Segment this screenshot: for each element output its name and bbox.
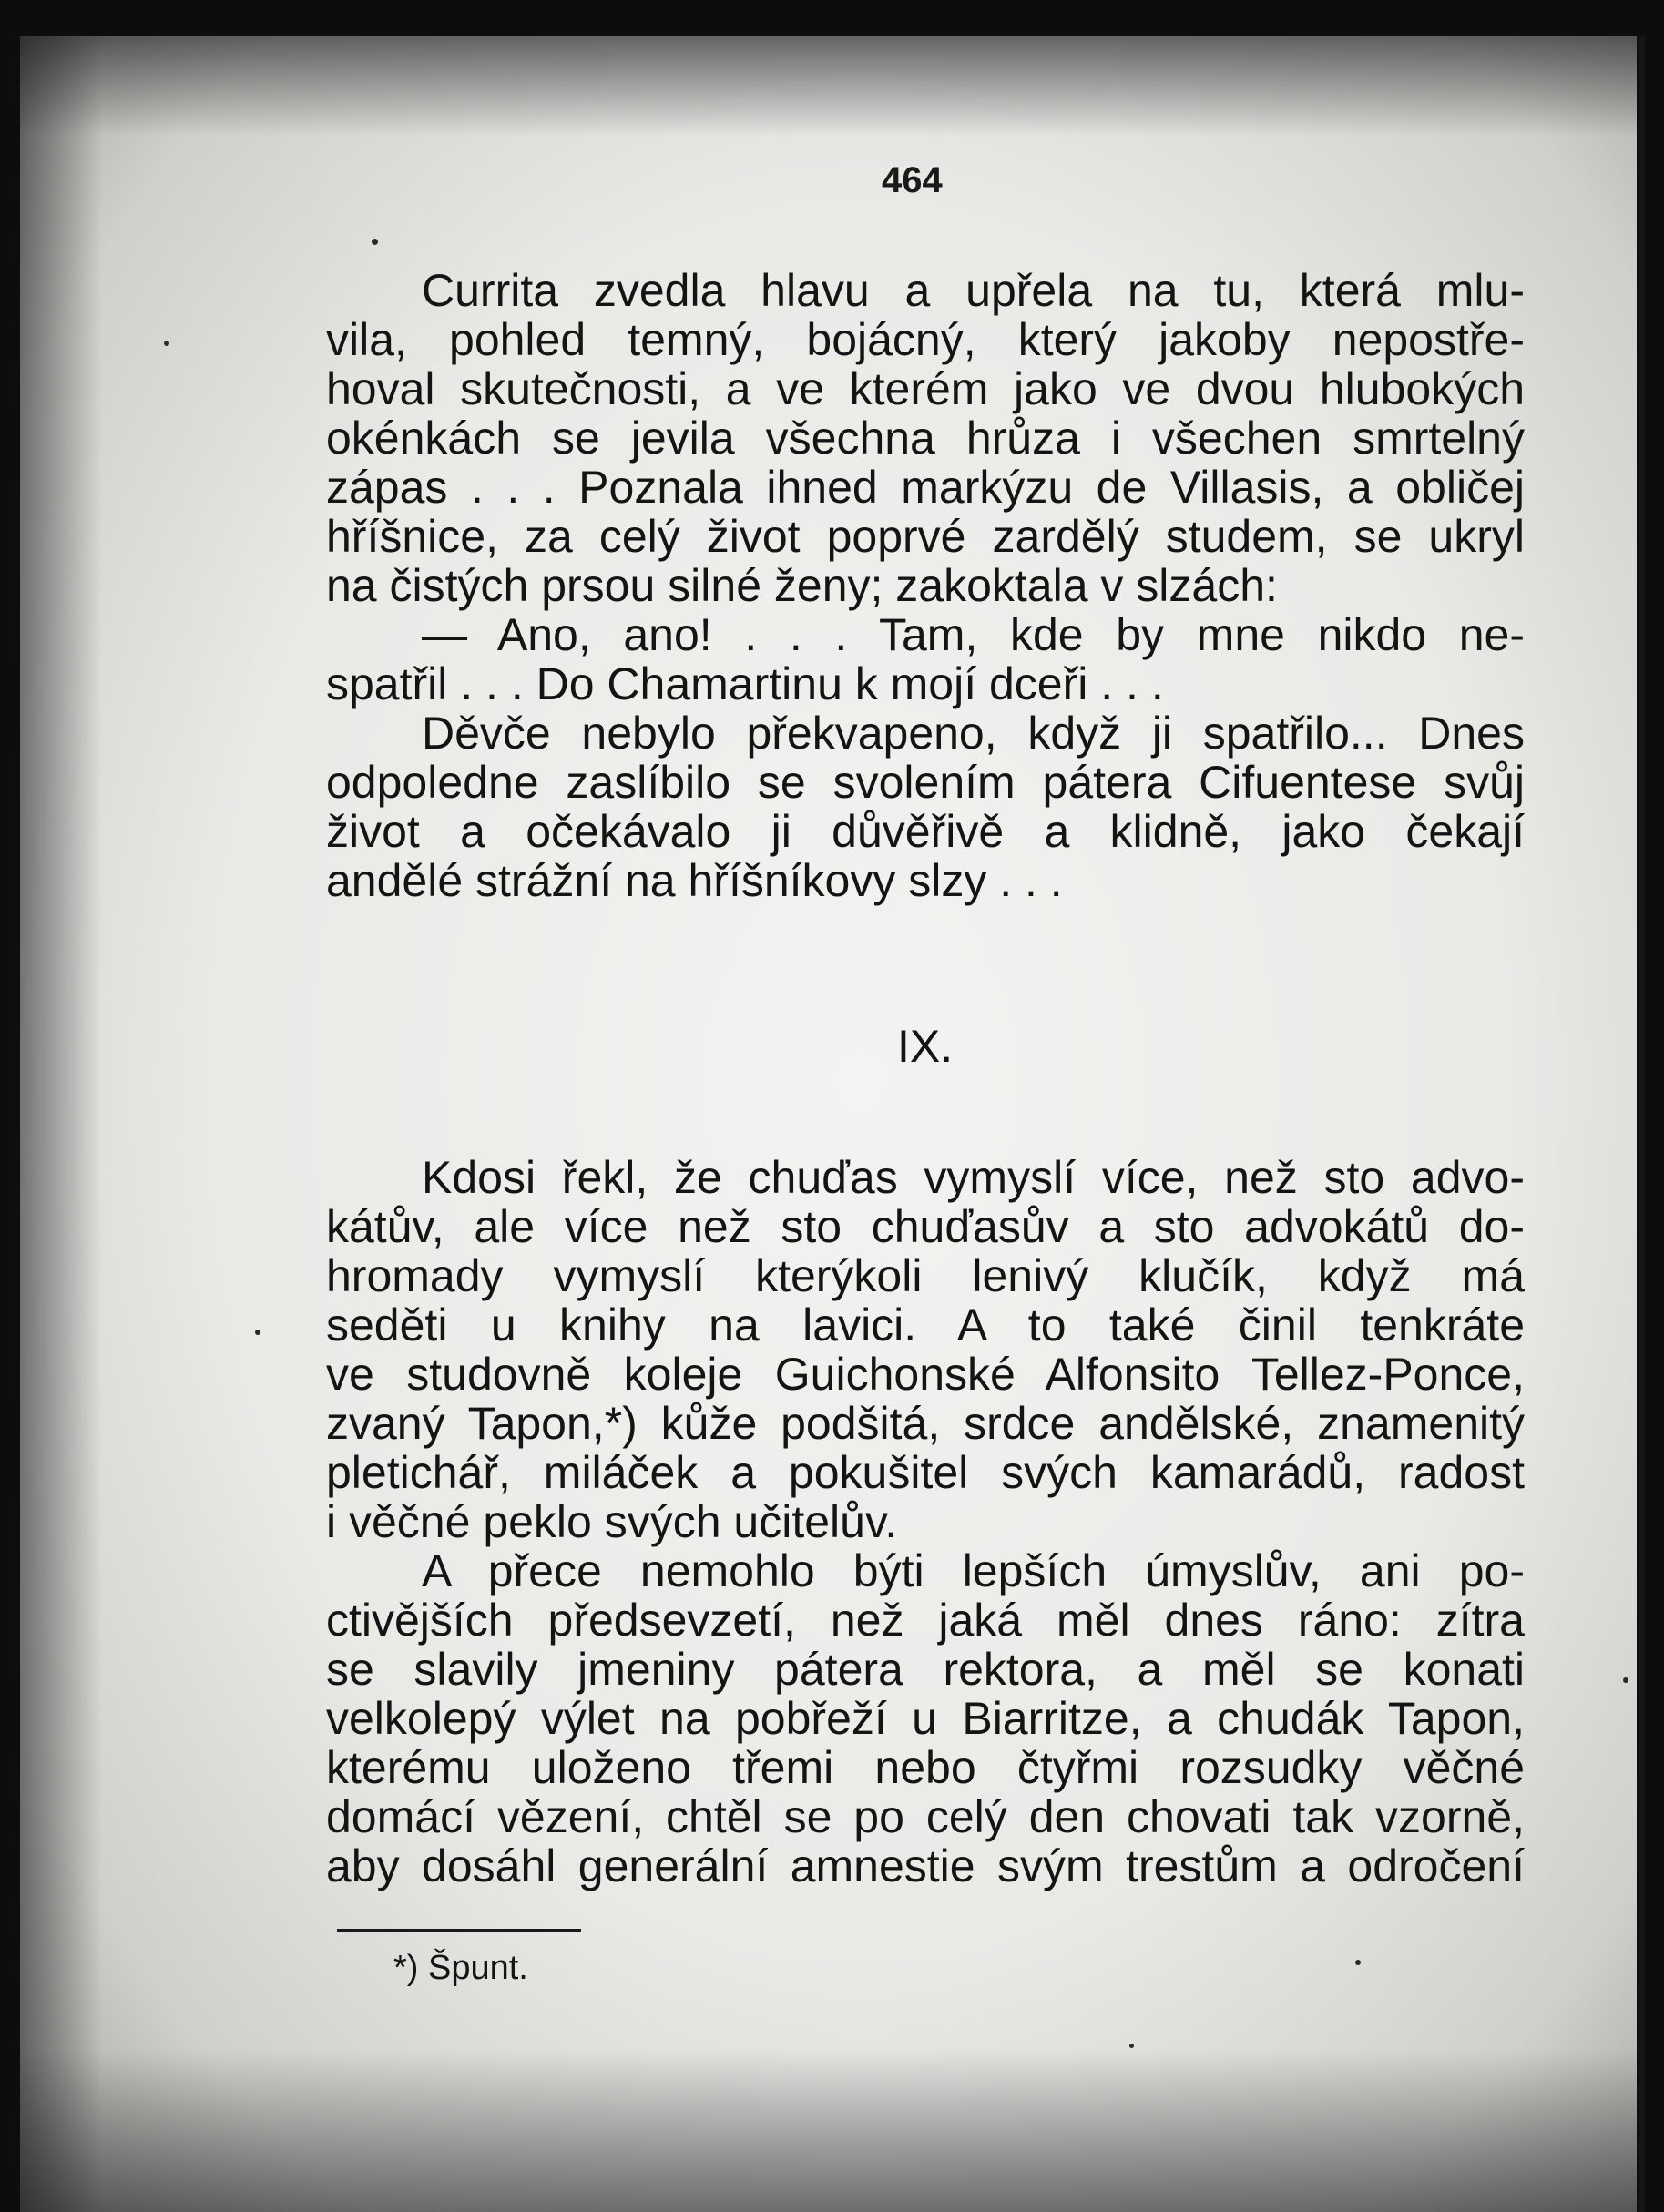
text-line: i věčné peklo svých učitelův. bbox=[326, 1496, 898, 1547]
paragraph-4 bbox=[326, 1153, 1525, 1546]
text-line: odpoledne zaslíbilo se svolením pátera Cifuentese svůj bbox=[326, 757, 1525, 808]
footnote-divider bbox=[337, 1929, 581, 1932]
text-line: život a očekávalo ji důvěřivě a klidně, jako čekají bbox=[326, 806, 1525, 857]
scan-speck bbox=[1129, 2044, 1134, 2048]
scan-speck bbox=[1623, 1677, 1628, 1683]
text-line: kátův, ale více než sto chuďasův a sto advokátů do- bbox=[326, 1201, 1525, 1252]
page-shadow-bottom bbox=[20, 2049, 1637, 2212]
page-shadow-left bbox=[20, 36, 102, 2212]
text-line: se slavily jmeniny pátera rektora, a měl se konati bbox=[326, 1644, 1525, 1695]
text-line: aby dosáhl generální amnestie svým trestům a odročení bbox=[326, 1840, 1525, 1891]
paragraph-3 bbox=[326, 708, 1525, 905]
text-line: Kdosi řekl, že chuďas vymyslí více, než sto advo- bbox=[422, 1152, 1525, 1203]
text-line: A přece nemohlo býti lepších úmyslův, ani po- bbox=[422, 1545, 1525, 1596]
text-line: spatřil . . . Do Chamartinu k mojí dceři . . . bbox=[326, 658, 1164, 709]
paragraph-2 bbox=[326, 610, 1525, 708]
footnote: *) Špunt. bbox=[393, 1949, 528, 1987]
scan-speck bbox=[255, 1330, 260, 1335]
text-line: zápas . . . Poznala ihned markýzu de Villasis, a obličej bbox=[326, 462, 1525, 513]
text-line: vila, pohled temný, bojácný, který jakoby nepostře- bbox=[326, 314, 1525, 365]
text-line: seděti u knihy na lavici. A to také činil tenkráte bbox=[326, 1300, 1525, 1351]
text-line: Děvče nebylo překvapeno, když ji spatřilo... Dnes bbox=[422, 708, 1525, 759]
text-line: na čistých prsou silné ženy; zakoktala v slzách: bbox=[326, 560, 1278, 611]
text-line: zvaný Tapon,*) kůže podšitá, srdce andělské, znamenitý bbox=[326, 1398, 1525, 1449]
page-shadow-top bbox=[20, 36, 1637, 137]
text-line: Currita zvedla hlavu a upřela na tu, která mlu- bbox=[422, 265, 1525, 316]
text-line: hříšnice, za celý život poprvé zardělý studem, se ukryl bbox=[326, 511, 1525, 562]
page-number: 464 bbox=[882, 160, 943, 200]
scan-speck bbox=[164, 341, 169, 346]
text-line: andělé strážní na hříšníkovy slzy . . . bbox=[326, 855, 1063, 906]
text-line: hromady vymyslí kterýkoli lenivý klučík, když má bbox=[326, 1250, 1525, 1301]
text-line: ctivějších předsevzetí, než jaká měl dnes ráno: zítra bbox=[326, 1595, 1525, 1646]
chapter-heading: IX. bbox=[897, 1021, 954, 1072]
text-line: velkolepý výlet na pobřeží u Biarritze, a chudák Tapon, bbox=[326, 1693, 1525, 1744]
scan-speck bbox=[1355, 1960, 1361, 1965]
scan-speck bbox=[372, 239, 378, 245]
text-line: domácí vězení, chtěl se po celý den chovati tak vzorně, bbox=[326, 1791, 1525, 1842]
page-edge-rule bbox=[1639, 36, 1645, 2212]
text-line: okénkách se jevila všechna hrůza i všechen smrtelný bbox=[326, 413, 1525, 464]
text-line: hoval skutečnosti, a ve kterém jako ve dvou hlubokých bbox=[326, 363, 1525, 414]
text-line: kterému uloženo třemi nebo čtyřmi rozsudky věčné bbox=[326, 1742, 1525, 1793]
text-line: ve studovně koleje Guichonské Alfonsito Tellez-Ponce, bbox=[326, 1349, 1525, 1400]
paragraph-5 bbox=[326, 1546, 1525, 1891]
text-line: pletichář, miláček a pokušitel svých kamarádů, radost bbox=[326, 1447, 1525, 1498]
paragraph-1 bbox=[326, 266, 1525, 610]
text-line: — Ano, ano! . . . Tam, kde by mne nikdo ne- bbox=[422, 609, 1525, 660]
